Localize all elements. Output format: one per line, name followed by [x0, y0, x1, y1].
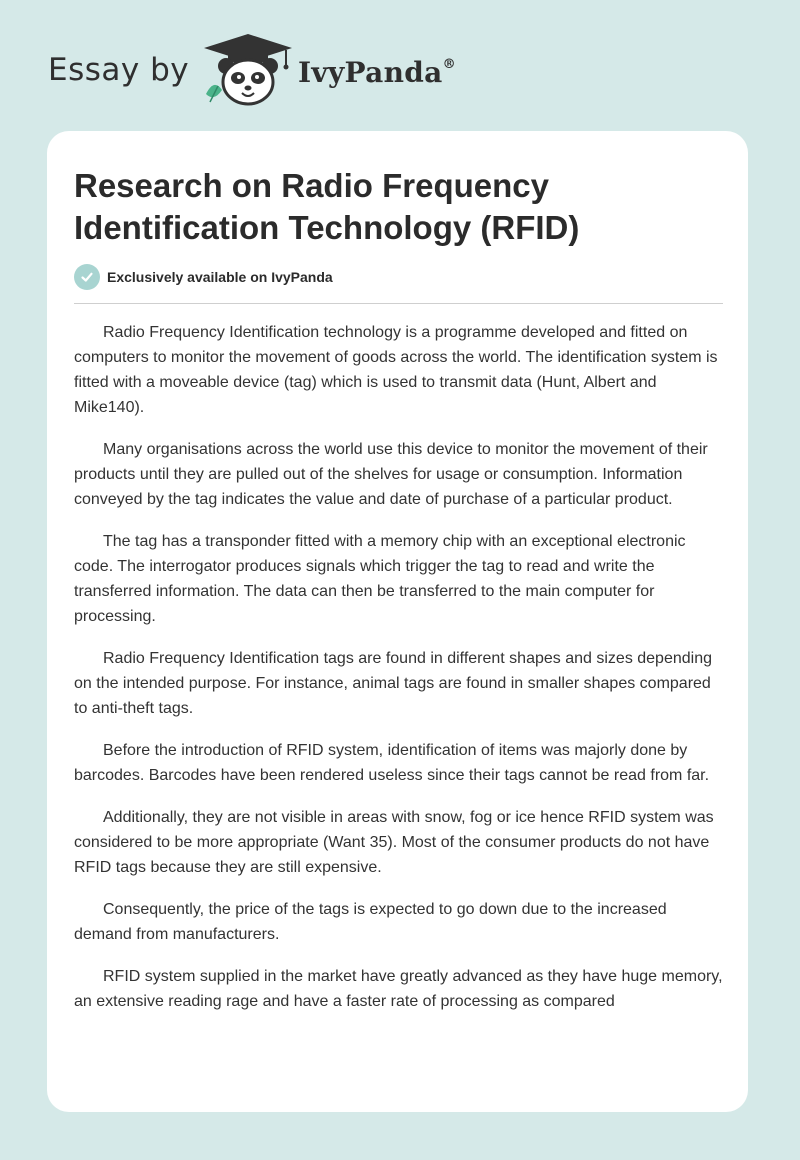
check-icon — [74, 264, 100, 290]
divider — [74, 303, 723, 304]
paragraph: Consequently, the price of the tags is expected to go down due to the increased demand from manufacturers. — [74, 901, 667, 943]
article-title: Research on Radio Frequency Identification Technology (RFID) — [74, 167, 580, 246]
brand-name[interactable] — [298, 56, 456, 89]
panda-graduate-logo-icon[interactable] — [200, 32, 296, 108]
brand-name-text: IvyPanda — [298, 56, 443, 89]
paragraph: Additionally, they are not visible in areas with snow, fog or ice hence RFID system was considered to be more appropriate (Want 35). Most of the consumer products do not have RFID tags because they are still expensive. — [74, 809, 714, 876]
paragraph: Before the introduction of RFID system, identification of items was majorly done by barcodes. Barcodes have been rendered useless since their tags cannot be read from far. — [74, 742, 710, 784]
paragraph: The tag has a transponder fitted with a memory chip with an exceptional electronic code. The interrogator produces signals which trigger the tag to read and write the transferred information. The data can then be transferred to the main computer for processing. — [74, 533, 686, 625]
site-header — [0, 0, 800, 130]
essay-by-label: Essay by — [48, 52, 190, 88]
exclusive-badge — [74, 263, 333, 291]
article-card — [47, 131, 748, 1112]
paragraph: RFID system supplied in the market have greatly advanced as they have huge memory, an extensive reading rage and have a faster rate of processing as compared — [74, 968, 723, 1010]
paragraph: Many organisations across the world use this device to monitor the movement of their products until they are pulled out of the shelves for usage or consumption. Information conveyed by the tag indicates the value and date of purchase of a particular product. — [74, 441, 708, 508]
exclusive-badge-text: Exclusively available on IvyPanda — [107, 269, 333, 285]
registered-mark: ® — [442, 56, 456, 72]
article-body — [74, 320, 726, 1031]
paragraph: Radio Frequency Identification technology is a programme developed and fitted on computers to monitor the movement of goods across the world. The identification system is fitted with a moveable device (tag) which is used to transmit data (Hunt, Albert and Mike140). — [74, 324, 718, 416]
paragraph: Radio Frequency Identification tags are found in different shapes and sizes depending on the intended purpose. For instance, animal tags are found in smaller shapes compared to anti-theft tags. — [74, 650, 712, 717]
